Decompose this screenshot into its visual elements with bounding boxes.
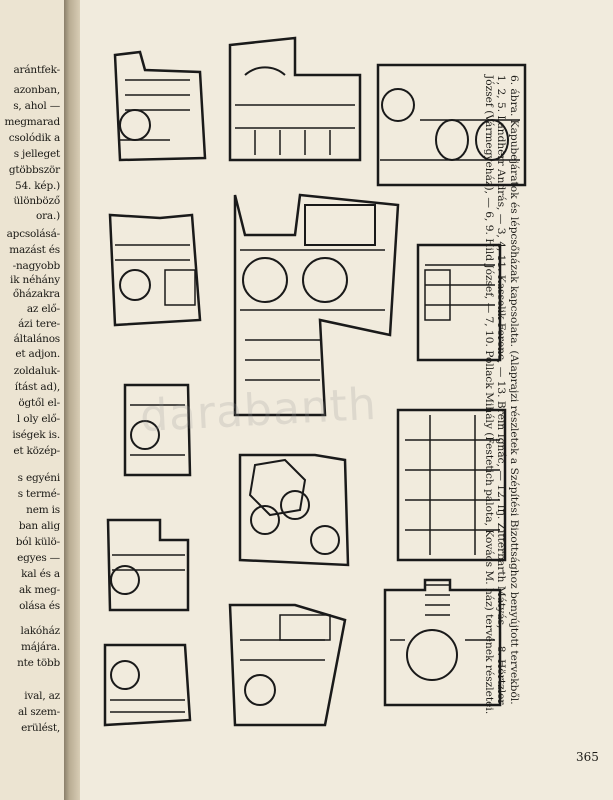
- left-page-text-line: nem is: [26, 504, 60, 516]
- figure-caption: [482, 75, 520, 725]
- left-page-text-line: s termé-: [17, 488, 60, 500]
- left-page-text-line: ögtől el-: [18, 397, 60, 409]
- left-page-text-line: 54. kép.): [15, 180, 60, 192]
- left-page-text-line: mazást és: [9, 244, 60, 256]
- left-page: [0, 0, 64, 800]
- left-page-text-line: arántfek-: [13, 64, 60, 76]
- floor-plan-9: [240, 455, 348, 565]
- floor-plan-4: [110, 215, 200, 325]
- left-page-text-line: azonban,: [13, 84, 60, 96]
- watermark: darabanth: [138, 378, 379, 443]
- left-page-text-line: -nagyobb: [12, 260, 60, 272]
- left-page-text-line: ban alig: [18, 520, 60, 532]
- left-page-text-line: általános: [13, 333, 60, 345]
- floor-plan-2: [230, 38, 360, 160]
- left-page-text-line: ázi tere-: [18, 318, 60, 330]
- left-page-text-line: ik néhány: [10, 274, 60, 286]
- caption-line-3: József (Vármegyeház), — 6, 9. Hild József, — 7, 10. Pollack Mihály (Festetich palota, Kovács M. ház) tervének részletei.: [482, 75, 495, 715]
- left-page-text-line: egyes —: [17, 552, 60, 564]
- left-page-text-line: l oly elő-: [16, 413, 60, 425]
- left-page-text-line: megmarad: [4, 116, 60, 128]
- left-page-text-line: lakóház: [20, 625, 60, 637]
- left-page-text-line: olása és: [19, 600, 60, 612]
- left-page-text-line: ítást ad),: [14, 381, 60, 393]
- left-page-text-line: s jelleget: [13, 148, 60, 160]
- left-page-text-line: gtöbbször: [8, 164, 60, 176]
- floor-plan-11: [105, 645, 190, 725]
- left-page-text-line: s, ahol —: [13, 100, 60, 112]
- left-page-text-line: iségek is.: [12, 429, 60, 441]
- left-page-text-line: et közép-: [13, 445, 60, 457]
- left-page-text-line: apcsolásá-: [6, 228, 60, 240]
- left-page-text-line: az elő-: [26, 303, 60, 315]
- left-page-text-line: kal és a: [21, 568, 60, 580]
- left-page-text-line: ak meg-: [19, 584, 60, 596]
- caption-line-1: 6. ábra. Kapubejáratok és lépcsőházak kapcsolata. (Alaprajzi részletek a Szépítési Bizottsághoz benyújtott tervekből.: [508, 75, 520, 705]
- floor-plan-1: [115, 52, 205, 160]
- page-number: 365: [576, 750, 599, 764]
- left-page-text-line: ból külö-: [15, 536, 60, 548]
- left-page-text-line: csolódik a: [8, 132, 60, 144]
- floor-plan-10: [108, 520, 188, 610]
- left-page-text-line: ülönböző: [13, 195, 60, 207]
- left-page-text-line: májára.: [21, 641, 60, 653]
- left-page-text-line: erülést,: [21, 722, 60, 734]
- left-page-text-line: et adjon.: [15, 348, 60, 360]
- left-page-text-line: nte több: [17, 657, 60, 669]
- left-page-text-line: al szem-: [18, 706, 60, 718]
- left-page-text-line: ora.): [35, 210, 60, 222]
- left-page-text-line: zoldaluk-: [13, 365, 60, 377]
- caption-line-2: 1, 2, 5. Landherr András, — 3, 4, 11. Kasselik Ferenc, — 13. Brein Ignác, — 12. Ifj. Zitterbarth Mátyás, — 8. Hörtzler: [495, 75, 508, 705]
- book-gutter: [64, 0, 80, 800]
- left-page-text-line: ival, az: [24, 690, 60, 702]
- left-page-text-line: s egyéni: [17, 472, 60, 484]
- left-page-text-line: őházakra: [12, 288, 60, 300]
- floor-plan-12: [230, 605, 345, 725]
